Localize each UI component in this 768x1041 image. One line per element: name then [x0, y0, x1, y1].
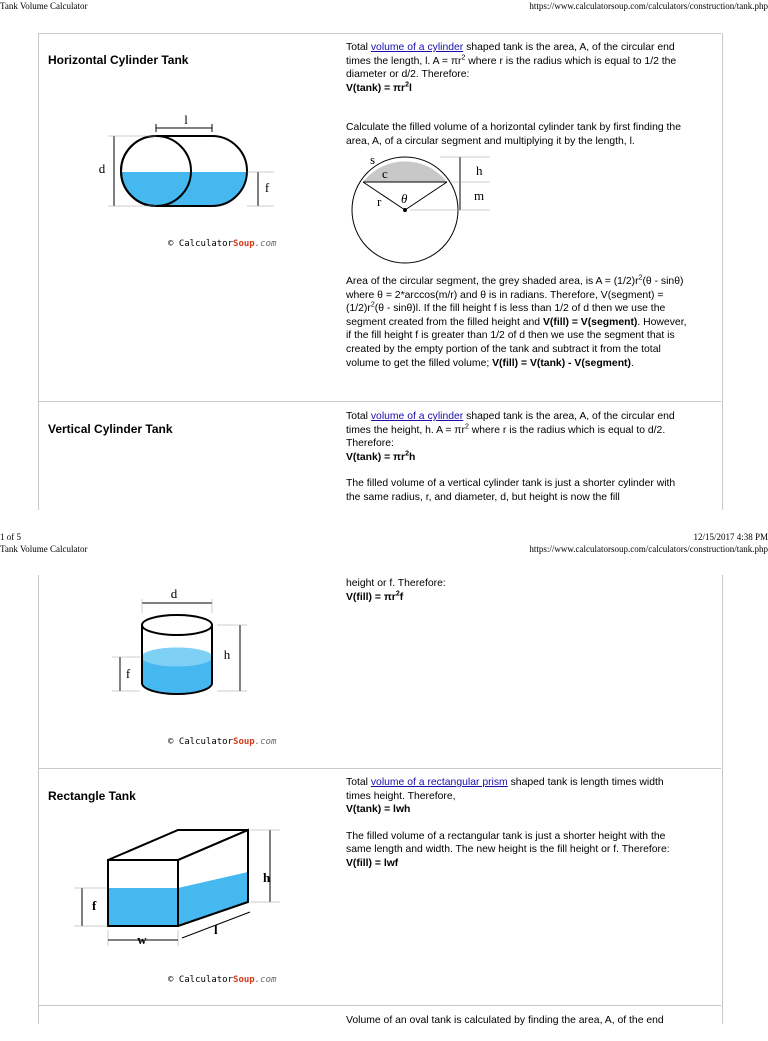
vertical-tank-text-2: height or f. Therefore: V(fill) = $\pi r^2f$	[346, 578, 446, 603]
label-r: r	[377, 194, 382, 209]
horizontal-tank-title: Horizontal Cylinder Tank	[48, 53, 189, 67]
label-d: d	[98, 161, 106, 176]
section-divider	[38, 1005, 721, 1006]
calculatorsoup-watermark: © CalculatorSoup.com	[168, 737, 277, 747]
page-footer-date: 12/15/2017 4:38 PM	[693, 532, 768, 542]
page2-header-url[interactable]: https://www.calculatorsoup.com/calculators/construction/tank.php	[529, 544, 768, 554]
rectangle-tank-diagram	[70, 822, 300, 957]
page-header-title: Tank Volume Calculator	[0, 1, 88, 11]
volume-cylinder-link-2[interactable]: volume of a cylinder	[370, 411, 464, 422]
rectangle-tank-text: Total volume of a rectangular prism shaped tank is length times width times height. Therefore, V(tank) = lwh The filled volume of a rectangular tank is just a shorter height with the same length and width. The new height is the fill height or f. Therefore: V(fill) = lwf	[346, 777, 670, 869]
section-divider	[38, 33, 721, 34]
vertical-tank-title: Vertical Cylinder Tank	[48, 422, 173, 436]
label-f: f	[125, 666, 131, 681]
volume-cylinder-link[interactable]: volume of a cylinder	[370, 42, 464, 53]
volume-prism-link[interactable]: volume of a rectangular prism	[370, 777, 508, 788]
calculatorsoup-watermark: © CalculatorSoup.com	[168, 975, 277, 985]
label-w: w	[137, 932, 147, 947]
label-d: d	[170, 586, 178, 601]
label-m: m	[474, 188, 485, 203]
label-l: l	[214, 922, 218, 937]
calculatorsoup-watermark: © CalculatorSoup.com	[168, 239, 277, 249]
section-divider	[38, 768, 721, 769]
oval-tank-text: Volume of an oval tank is calculated by finding the area, A, of the end	[346, 1015, 664, 1026]
label-h: h	[263, 870, 271, 885]
horizontal-tank-text: Total volume of a cylinder shaped tank is the area, A, of the circular end times the length, l. $A = \pi r^2$ where r is the radius which is equal to 1/2 the diameter or d/2. Therefore: $V(\tan k) = \pi r^2l$	[346, 42, 677, 94]
label-h: h	[476, 163, 483, 178]
horizontal-tank-text-2: Calculate the filled volume of a horizontal cylinder tank by first finding the area, A, of a circular segment and multiplying it by the length, l.	[346, 122, 681, 147]
horizontal-tank-diagram	[90, 110, 290, 220]
horizontal-tank-text-3: Area of the circular segment, the grey shaded area, is $A = (1/2)r^2(\theta - \sin\theta)$ where θ = 2*arccos(m/r) and θ is in radians. Therefore, V(segment) = $(1/2)r^2(\theta - \sin\theta)l$. If the fill height f is less than 1/2 of d then we use the segment created from the filled height and V(fill) = V(segment). However, if the fill height f is greater than 1/2 of d then we use the segment that is created by the empty portion of the tank and subtract it from the total volume to get the filled volume; V(fill) = V(tank) - V(segment).	[346, 274, 687, 369]
page2-header-title: Tank Volume Calculator	[0, 544, 88, 554]
section-divider	[38, 401, 721, 402]
label-h: h	[223, 647, 231, 662]
label-s: s	[370, 152, 376, 167]
label-f: f	[92, 898, 97, 913]
rectangle-tank-title: Rectangle Tank	[48, 789, 136, 803]
vertical-tank-diagram	[112, 585, 252, 710]
page-header-url[interactable]: https://www.calculatorsoup.com/calculators/construction/tank.php	[529, 1, 768, 11]
circular-segment-diagram	[340, 150, 520, 265]
vertical-tank-text: Total volume of a cylinder shaped tank is the area, A, of the circular end times the height, h. $A = \pi r^2$ where r is the radius which is equal to d/2. Therefore: $V(\tan k) = \pi r^2h$ The filled volume of a vertical cylinder tank is just a shorter cylinder with the same radius, r, and diameter, d, but height is now the fill	[346, 411, 676, 503]
page-footer-count: 1 of 5	[0, 532, 21, 542]
label-c: c	[382, 166, 388, 181]
label-theta: θ	[401, 191, 408, 206]
label-l: l	[184, 112, 188, 127]
label-f: f	[264, 180, 270, 195]
